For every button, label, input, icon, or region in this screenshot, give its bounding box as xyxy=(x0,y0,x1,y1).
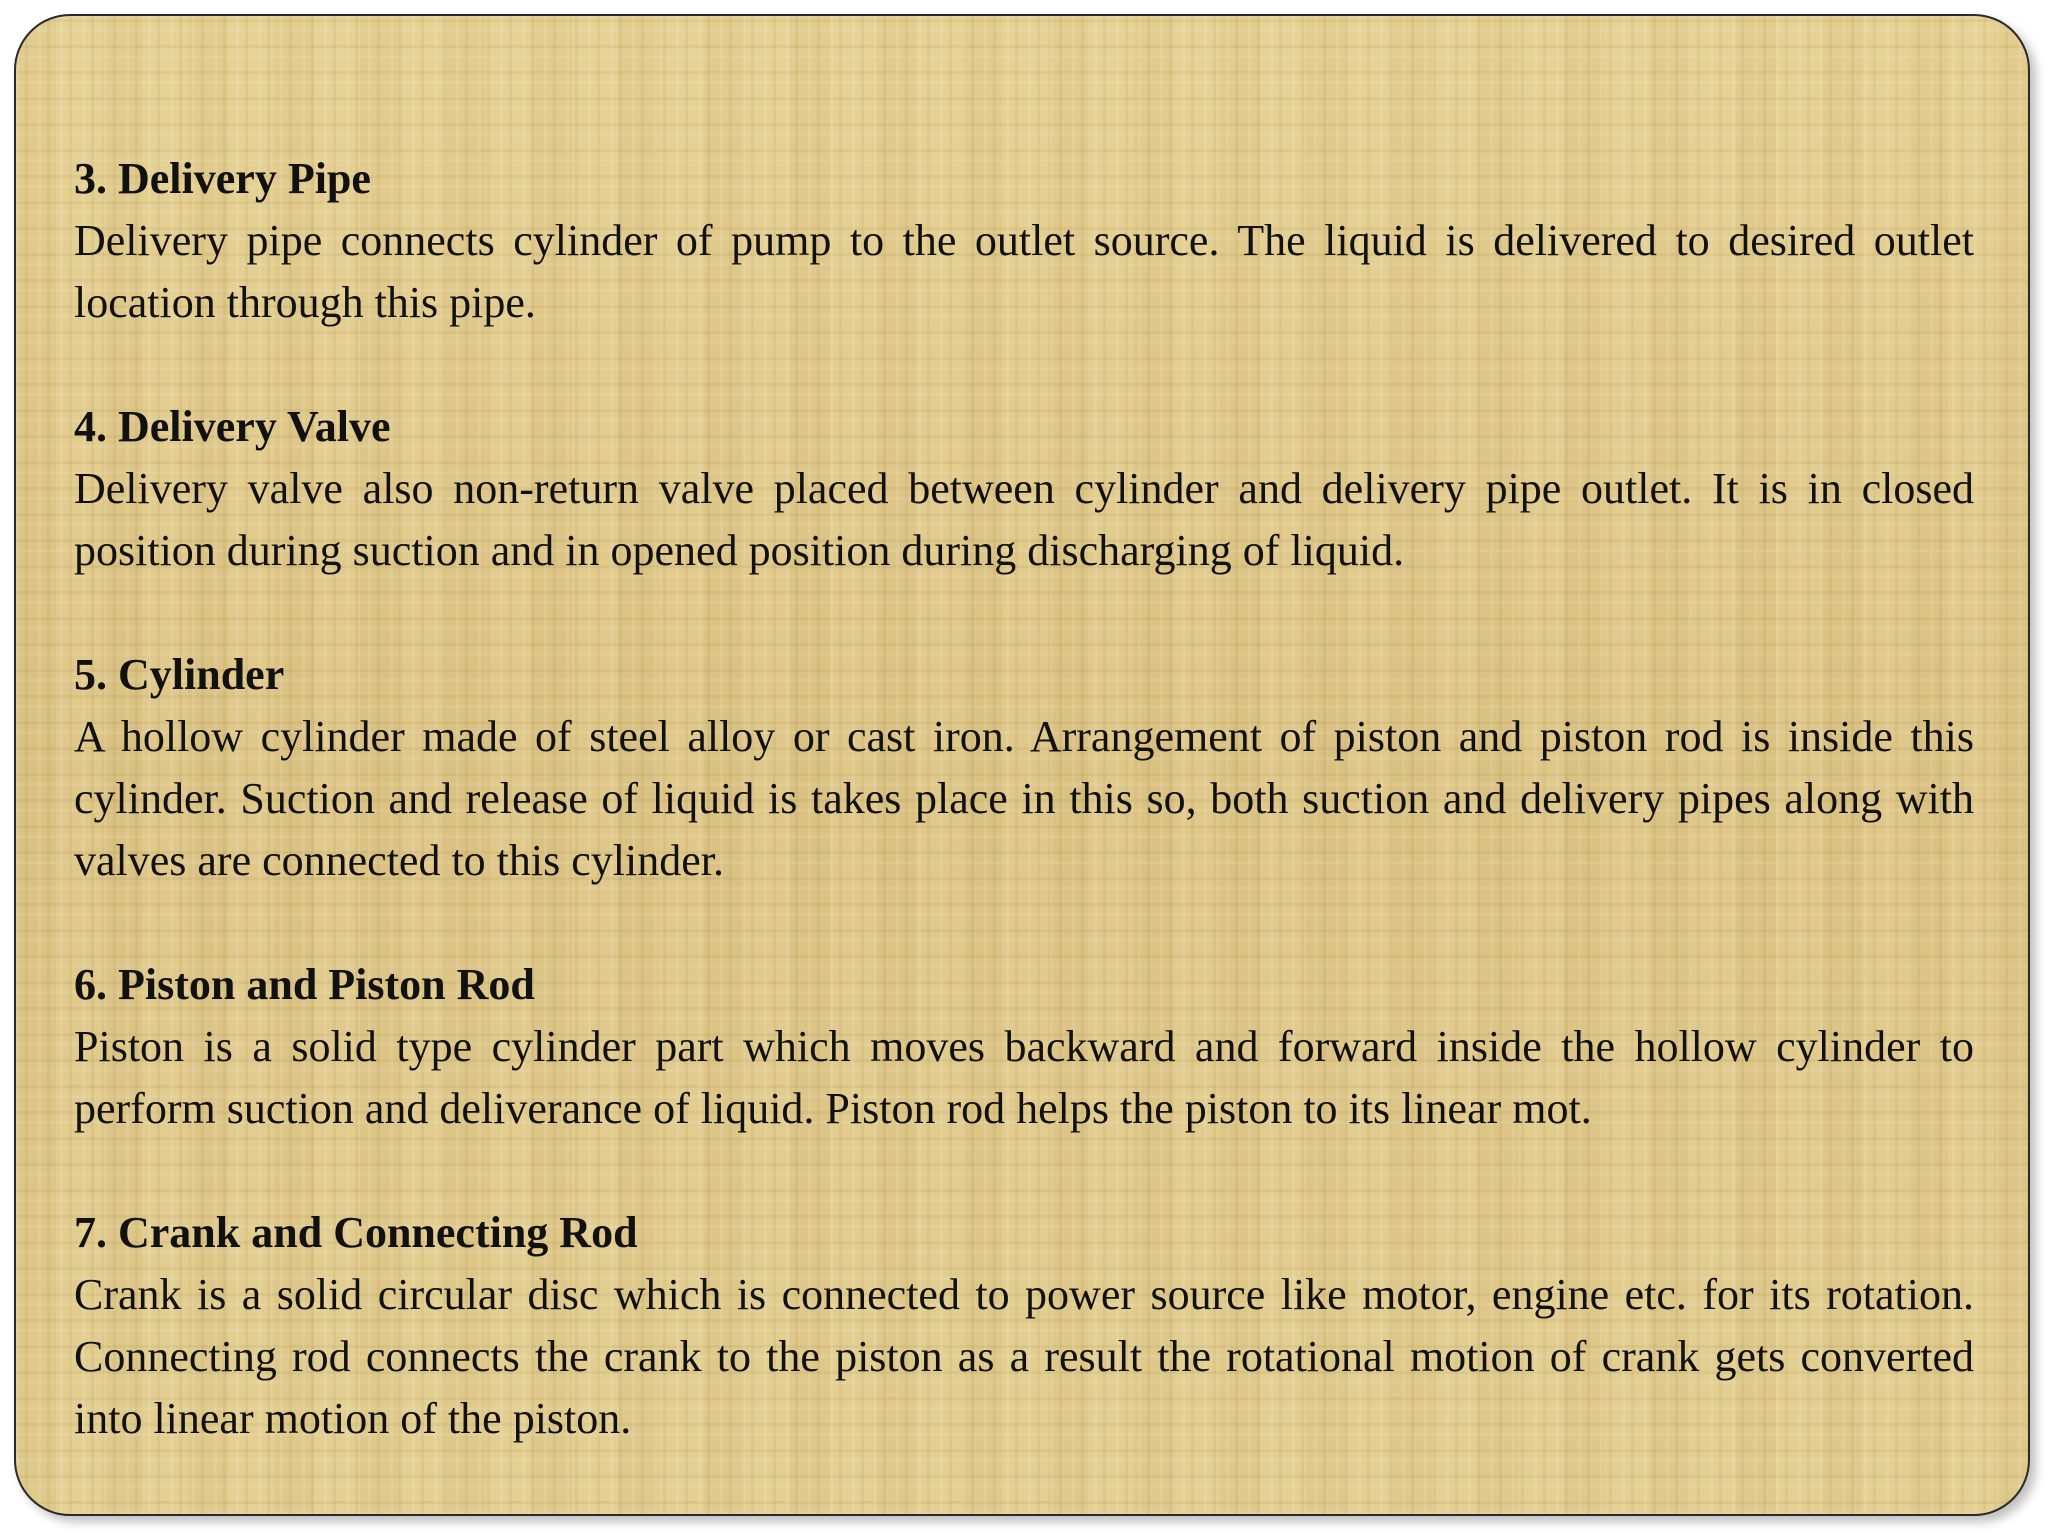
section-piston-and-piston-rod xyxy=(74,954,1974,1140)
section-heading: 5. Cylinder xyxy=(74,650,285,699)
section-heading: 4. Delivery Valve xyxy=(74,402,391,451)
section-body: Piston is a solid type cylinder part which moves backward and forward inside the hollow cylinder to perform suction and deliverance of liquid. Piston rod helps the piston to its linear mot. xyxy=(74,1022,1974,1133)
section-delivery-pipe xyxy=(74,148,1974,334)
section-heading: 7. Crank and Connecting Rod xyxy=(74,1208,638,1257)
section-body: Delivery valve also non-return valve placed between cylinder and delivery pipe outlet. It is in closed position during suction and in opened position during discharging of liquid. xyxy=(74,464,1974,575)
slide-panel xyxy=(14,14,2030,1516)
section-cylinder xyxy=(74,644,1974,892)
section-crank-and-connecting-rod xyxy=(74,1202,1974,1450)
section-body: Crank is a solid circular disc which is connected to power source like motor, engine etc. for its rotation. Connecting rod connects the crank to the piston as a result the rotational motion of crank gets converted into linear motion of the piston. xyxy=(74,1270,1974,1443)
section-delivery-valve xyxy=(74,396,1974,582)
section-body: Delivery pipe connects cylinder of pump to the outlet source. The liquid is delivered to desired outlet location through this pipe. xyxy=(74,216,1974,327)
section-heading: 3. Delivery Pipe xyxy=(74,154,371,203)
slide-content xyxy=(74,148,1974,1450)
section-body: A hollow cylinder made of steel alloy or cast iron. Arrangement of piston and piston rod is inside this cylinder. Suction and release of liquid is takes place in this so, both suction and delivery pipes along with valves are connected to this cylinder. xyxy=(74,712,1974,885)
section-heading: 6. Piston and Piston Rod xyxy=(74,960,535,1009)
